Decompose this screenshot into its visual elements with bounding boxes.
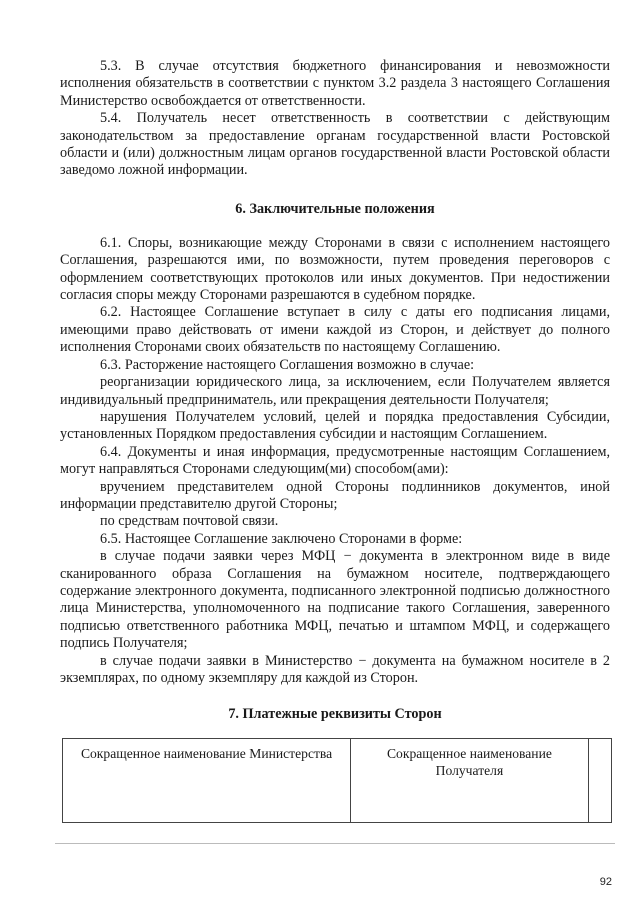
paragraph-5-4: 5.4. Получатель несет ответственность в соответствии с действующим законодательством за предоставление органам государственной власти Ростовской области и (или) должностным лицам органов государственной власти Ростовской области заведомо ложной информации. (60, 110, 610, 179)
paragraph-6-3: 6.3. Расторжение настоящего Соглашения возможно в случае: (100, 356, 475, 373)
section-7-title: 7. Платежные реквизиты Сторон (228, 706, 442, 723)
paragraph-6-5: 6.5. Настоящее Соглашение заключено Сторонами в форме: (100, 530, 463, 547)
empty-cell (588, 739, 611, 823)
payment-details-table (62, 738, 612, 823)
paragraph-6-3-item-1: реорганизации юридического лица, за исключением, если Получателем является индивидуальный предприниматель, или прекращения деятельности Получателя; (60, 374, 610, 408)
table-row (63, 739, 612, 823)
recipient-name-text (352, 745, 587, 779)
document-page (60, 58, 610, 823)
recipient-name-cell (351, 739, 589, 823)
paragraph-6-5-item-1: в случае подачи заявки через МФЦ − документа в электронном виде в виде сканированного образа Соглашения на бумажном носителе, подтверждающего содержание электронного документа, подписанного электронной подписью должностного лица Министерства, уполномоченного на подписание такого Соглашения, заверенного подписью ответственного работника МФЦ, печатью и штампом МФЦ, и содержащего подпись Получателя; (60, 548, 610, 652)
recipient-name-label: Сокращенное наименование Получателя (386, 746, 552, 779)
paragraph-6-4-item-1: вручением представителем одной Стороны подлинников документов, иной информации представителю другой Стороны; (60, 478, 610, 512)
paragraph-6-4-item-2: по средствам почтовой связи. (100, 513, 279, 530)
ministry-name-cell: Сокращенное наименование Министерства (63, 739, 351, 823)
footer-divider (55, 843, 615, 844)
paragraph-5-3: 5.3. В случае отсутствия бюджетного финансирования и невозможности исполнения обязательств в соответствии с пунктом 3.2 раздела 3 настоящего Соглашения Министерство освобождается от ответственности. (60, 58, 610, 109)
paragraph-6-4: 6.4. Документы и иная информация, предусмотренные настоящим Соглашением, могут направляться Сторонами следующим(ми) способом(ами): (60, 443, 610, 478)
page-number: 92 (599, 876, 612, 888)
paragraph-6-5-item-2: в случае подачи заявки в Министерство − документа на бумажном носителе в 2 экземплярах, по одному экземпляру для каждой из Сторон. (60, 652, 610, 686)
paragraph-6-1: 6.1. Споры, возникающие между Сторонами в связи с исполнением настоящего Соглашения, разрешаются ими, по возможности, путем проведения переговоров с оформлением соответствующих протоколов или иных документов. При недостижении согласия споры между Сторонами разрешаются в судебном порядке. (60, 234, 610, 304)
paragraph-6-2: 6.2. Настоящее Соглашение вступает в силу с даты его подписания лицами, имеющими право действовать от имени каждой из Сторон, и действует до полного исполнения Сторонами своих обязательств по настоящему Соглашению. (60, 304, 610, 356)
paragraph-6-3-item-2: нарушения Получателем условий, целей и порядка предоставления Субсидии, установленных Порядком предоставления субсидии и настоящим Соглашением. (60, 408, 610, 443)
section-6-title: 6. Заключительные положения (235, 200, 435, 217)
